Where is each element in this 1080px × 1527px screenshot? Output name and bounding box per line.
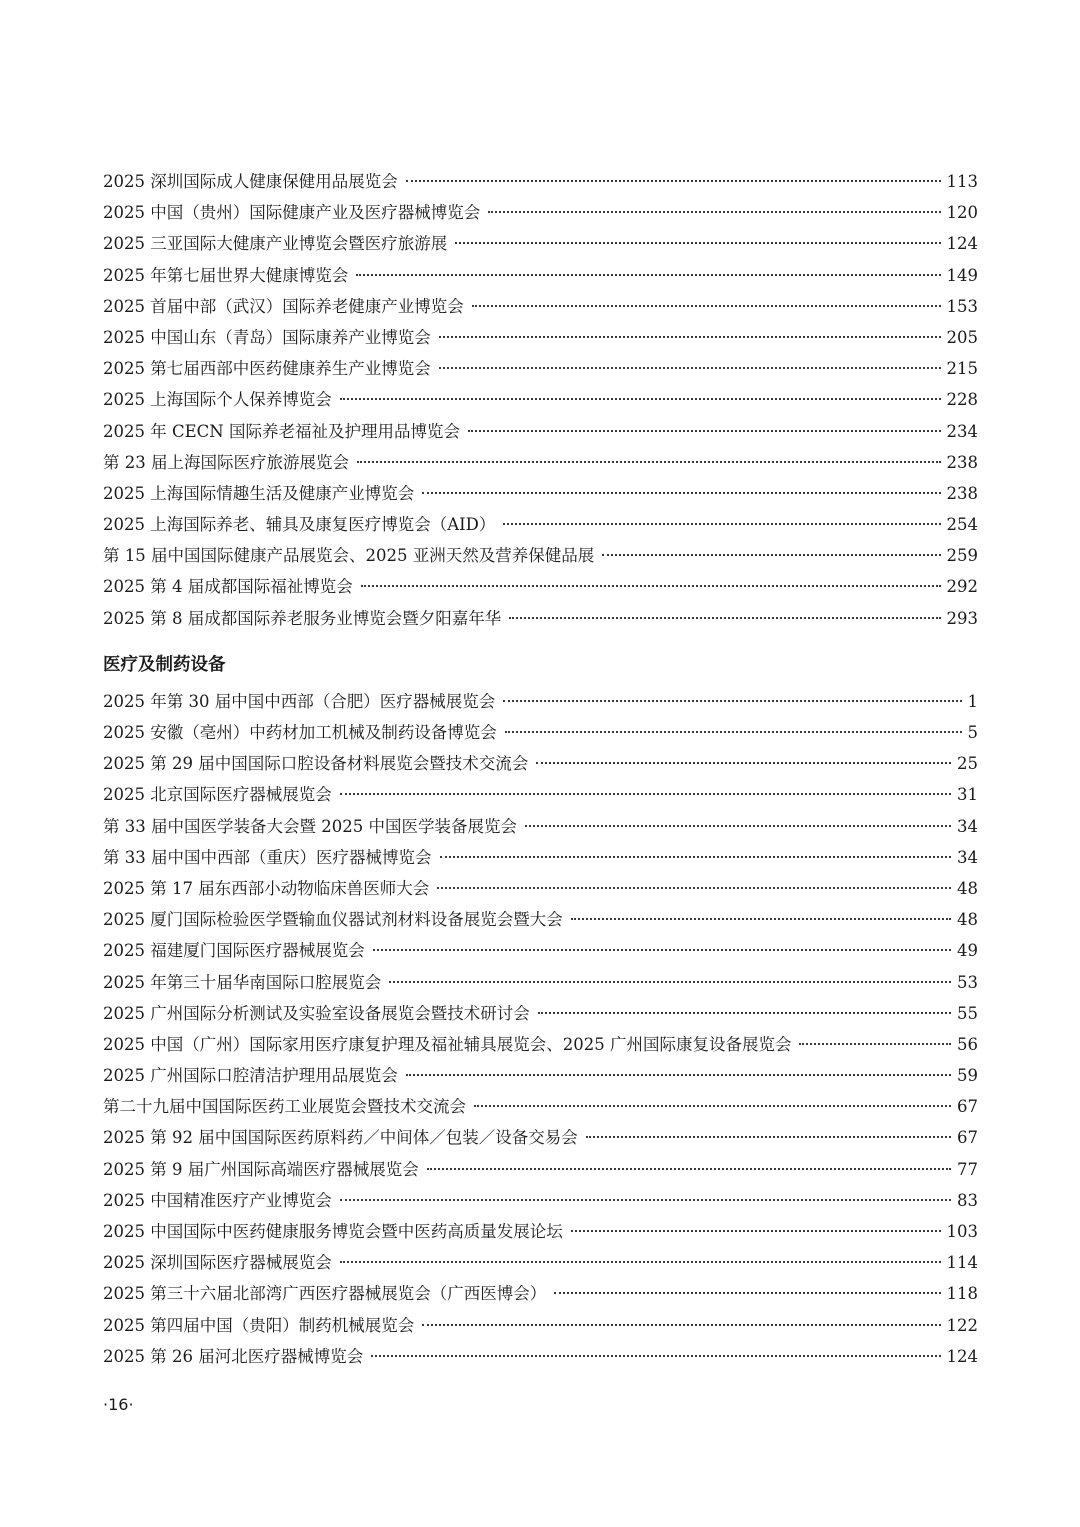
entry-page-number: 153: [946, 296, 978, 316]
entry-page-number: 254: [946, 515, 978, 535]
dot-leader: [437, 887, 951, 889]
toc-entry: [103, 603, 978, 634]
entry-title: 2025 北京国际医疗器械展览会: [103, 785, 332, 805]
entry-page-number: 77: [957, 1159, 978, 1179]
entry-page-number: 103: [946, 1222, 978, 1241]
dot-leader: [799, 1043, 951, 1045]
entry-title: 2025 安徽（亳州）中药材加工机械及制药设备博览会: [103, 723, 497, 742]
dot-leader: [340, 398, 941, 400]
entry-page-number: 48: [957, 878, 978, 898]
toc-entry: [103, 1216, 978, 1247]
entry-page-number: 34: [957, 847, 978, 867]
entry-page-number: 67: [957, 1097, 978, 1117]
entry-title: 2025 中国精准医疗产业博览会: [103, 1190, 332, 1210]
entry-page-number: 205: [946, 327, 978, 347]
dot-leader: [554, 1292, 940, 1294]
entry-title: 2025 上海国际养老、辅具及康复医疗博览会（AID）: [103, 515, 496, 535]
dot-leader: [422, 492, 940, 494]
entry-page-number: 5: [967, 723, 978, 742]
toc-entry: [103, 935, 978, 966]
entry-page-number: 48: [957, 910, 978, 930]
toc-entry: [103, 686, 978, 717]
page-number: ·16·: [103, 1395, 134, 1414]
dot-leader: [488, 211, 940, 213]
dot-leader: [571, 1230, 941, 1232]
dot-leader: [340, 1261, 941, 1263]
dot-leader: [406, 180, 941, 182]
dot-leader: [505, 731, 962, 733]
toc-entry: [103, 1278, 978, 1309]
entry-title: 第 33 届中国中西部（重庆）医疗器械博览会: [103, 847, 432, 867]
entry-title: 2025 第 4 届成都国际福祉博览会: [103, 577, 353, 597]
entry-title: 2025 上海国际情趣生活及健康产业博览会: [103, 483, 415, 503]
toc-entry: [103, 748, 978, 779]
entry-title: 2025 年 CECN 国际养老福祉及护理用品博览会: [103, 421, 460, 441]
toc-entry: [103, 228, 978, 259]
section-heading: 医疗及制药设备: [103, 654, 226, 675]
dot-leader: [340, 793, 951, 795]
entry-title: 2025 第 29 届中国国际口腔设备材料展览会暨技术交流会: [103, 754, 529, 774]
entry-page-number: 293: [946, 608, 978, 628]
entry-page-number: 56: [957, 1034, 978, 1054]
dot-leader: [571, 918, 951, 920]
dot-leader: [422, 1324, 940, 1326]
dot-leader: [472, 305, 941, 307]
entry-title: 2025 深圳国际成人健康保健用品展览会: [103, 172, 398, 191]
entry-title: 2025 中国国际中医药健康服务博览会暨中医药高质量发展论坛: [103, 1222, 563, 1241]
entry-page-number: 118: [946, 1284, 978, 1304]
dot-leader: [371, 1355, 940, 1357]
dot-leader: [536, 762, 951, 764]
toc-entry: [103, 1185, 978, 1216]
toc-entry: [103, 509, 978, 540]
entry-page-number: 55: [957, 1003, 978, 1023]
entry-title: 2025 深圳国际医疗器械展览会: [103, 1253, 332, 1273]
toc-entry: [103, 842, 978, 873]
entry-page-number: 122: [946, 1315, 978, 1335]
toc-entry: [103, 571, 978, 602]
dot-leader: [455, 242, 940, 244]
entry-title: 2025 第 17 届东西部小动物临床兽医师大会: [103, 878, 430, 898]
entry-title: 第 23 届上海国际医疗旅游展览会: [103, 452, 349, 472]
entry-title: 2025 年第三十届华南国际口腔展览会: [103, 972, 382, 992]
entry-title: 2025 上海国际个人保养博览会: [103, 390, 332, 410]
entry-title: 2025 第三十六届北部湾广西医疗器械展览会（广西医博会）: [103, 1284, 547, 1304]
entry-title: 2025 广州国际分析测试及实验室设备展览会暨技术研讨会: [103, 1003, 530, 1023]
entry-page-number: 31: [957, 785, 978, 805]
entry-title: 2025 第 26 届河北医疗器械博览会: [103, 1346, 364, 1366]
dot-leader: [373, 949, 951, 951]
dot-leader: [474, 1105, 951, 1107]
toc-entry: [103, 779, 978, 810]
entry-page-number: 238: [946, 452, 978, 472]
entry-page-number: 292: [946, 577, 978, 597]
entry-page-number: 234: [946, 421, 978, 441]
dot-leader: [439, 367, 941, 369]
dot-leader: [503, 523, 940, 525]
toc-entry: [103, 873, 978, 904]
dot-leader: [340, 1199, 951, 1201]
toc-entry: [103, 1122, 978, 1153]
entry-title: 2025 广州国际口腔清洁护理用品展览会: [103, 1066, 398, 1086]
entry-page-number: 215: [946, 359, 978, 379]
dot-leader: [538, 1012, 951, 1014]
toc-section-health-expos: [103, 166, 978, 634]
dot-leader: [440, 856, 952, 858]
toc-entry: [103, 447, 978, 478]
dot-leader: [406, 1074, 951, 1076]
entry-page-number: 25: [957, 754, 978, 774]
entry-title: 2025 中国（贵州）国际健康产业及医疗器械博览会: [103, 203, 481, 223]
entry-page-number: 228: [946, 390, 978, 410]
dot-leader: [503, 700, 961, 702]
entry-title: 2025 第 92 届中国国际医药原料药／中间体／包装／设备交易会: [103, 1128, 578, 1148]
toc-entry: [103, 1060, 978, 1091]
entry-title: 2025 第七届西部中医药健康养生产业博览会: [103, 359, 431, 379]
dot-leader: [602, 554, 940, 556]
toc-entry: [103, 260, 978, 291]
entry-title: 2025 厦门国际检验医学暨输血仪器试剂材料设备展览会暨大会: [103, 910, 563, 930]
entry-title: 2025 第 9 届广州国际高端医疗器械展览会: [103, 1159, 419, 1179]
entry-page-number: 149: [946, 265, 978, 285]
entry-title: 2025 年第七届世界大健康博览会: [103, 265, 349, 285]
entry-title: 2025 年第 30 届中国中西部（合肥）医疗器械展览会: [103, 691, 496, 711]
entry-page-number: 114: [946, 1253, 978, 1273]
entry-page-number: 238: [946, 483, 978, 503]
toc-entry: [103, 478, 978, 509]
toc-entry: [103, 998, 978, 1029]
entry-page-number: 1: [967, 691, 978, 711]
entry-title: 2025 第 8 届成都国际养老服务业博览会暨夕阳嘉年华: [103, 608, 502, 628]
toc-entry: [103, 416, 978, 447]
entry-title: 2025 中国（广州）国际家用医疗康复护理及福祉辅具展览会、2025 广州国际康复设备展览会: [103, 1034, 792, 1054]
toc-entry: [103, 967, 978, 998]
toc-entry: [103, 1247, 978, 1278]
entry-page-number: 59: [957, 1066, 978, 1086]
entry-title: 2025 第四届中国（贵阳）制药机械展览会: [103, 1315, 415, 1335]
entry-page-number: 53: [957, 972, 978, 992]
entry-title: 2025 福建厦门国际医疗器械展览会: [103, 941, 365, 961]
toc-entry: [103, 1154, 978, 1185]
entry-page-number: 83: [957, 1190, 978, 1210]
entry-page-number: 124: [946, 1346, 978, 1366]
entry-title: 第 15 届中国国际健康产品展览会、2025 亚洲天然及营养保健品展: [103, 546, 595, 566]
dot-leader: [427, 1168, 951, 1170]
toc-entry: [103, 1029, 978, 1060]
toc-entry: [103, 1310, 978, 1341]
dot-leader: [525, 825, 951, 827]
entry-page-number: 67: [957, 1128, 978, 1148]
entry-page-number: 124: [946, 234, 978, 254]
toc-entry: [103, 717, 978, 748]
entry-page-number: 120: [946, 203, 978, 223]
toc-entry: [103, 197, 978, 228]
table-of-contents: [103, 166, 978, 1372]
toc-entry: [103, 291, 978, 322]
entry-title: 第 33 届中国医学装备大会暨 2025 中国医学装备展览会: [103, 816, 517, 836]
dot-leader: [389, 981, 951, 983]
toc-entry: [103, 166, 978, 197]
entry-title: 2025 中国山东（青岛）国际康养产业博览会: [103, 327, 431, 347]
entry-page-number: 49: [957, 941, 978, 961]
entry-page-number: 34: [957, 816, 978, 836]
toc-entry: [103, 384, 978, 415]
entry-page-number: 113: [946, 172, 978, 191]
toc-entry: [103, 904, 978, 935]
toc-entry: [103, 322, 978, 353]
dot-leader: [356, 274, 940, 276]
toc-entry: [103, 1091, 978, 1122]
toc-entry: [103, 1341, 978, 1372]
dot-leader: [509, 617, 940, 619]
dot-leader: [361, 585, 941, 587]
entry-title: 2025 首届中部（武汉）国际养老健康产业博览会: [103, 296, 464, 316]
entry-title: 2025 三亚国际大健康产业博览会暨医疗旅游展: [103, 234, 448, 254]
entry-title: 第二十九届中国国际医药工业展览会暨技术交流会: [103, 1097, 466, 1117]
toc-entry: [103, 353, 978, 384]
toc-section-medical-equipment: [103, 686, 978, 1372]
toc-entry: [103, 540, 978, 571]
dot-leader: [357, 461, 941, 463]
dot-leader: [586, 1136, 951, 1138]
dot-leader: [439, 336, 941, 338]
dot-leader: [468, 430, 941, 432]
toc-entry: [103, 811, 978, 842]
entry-page-number: 259: [946, 546, 978, 566]
